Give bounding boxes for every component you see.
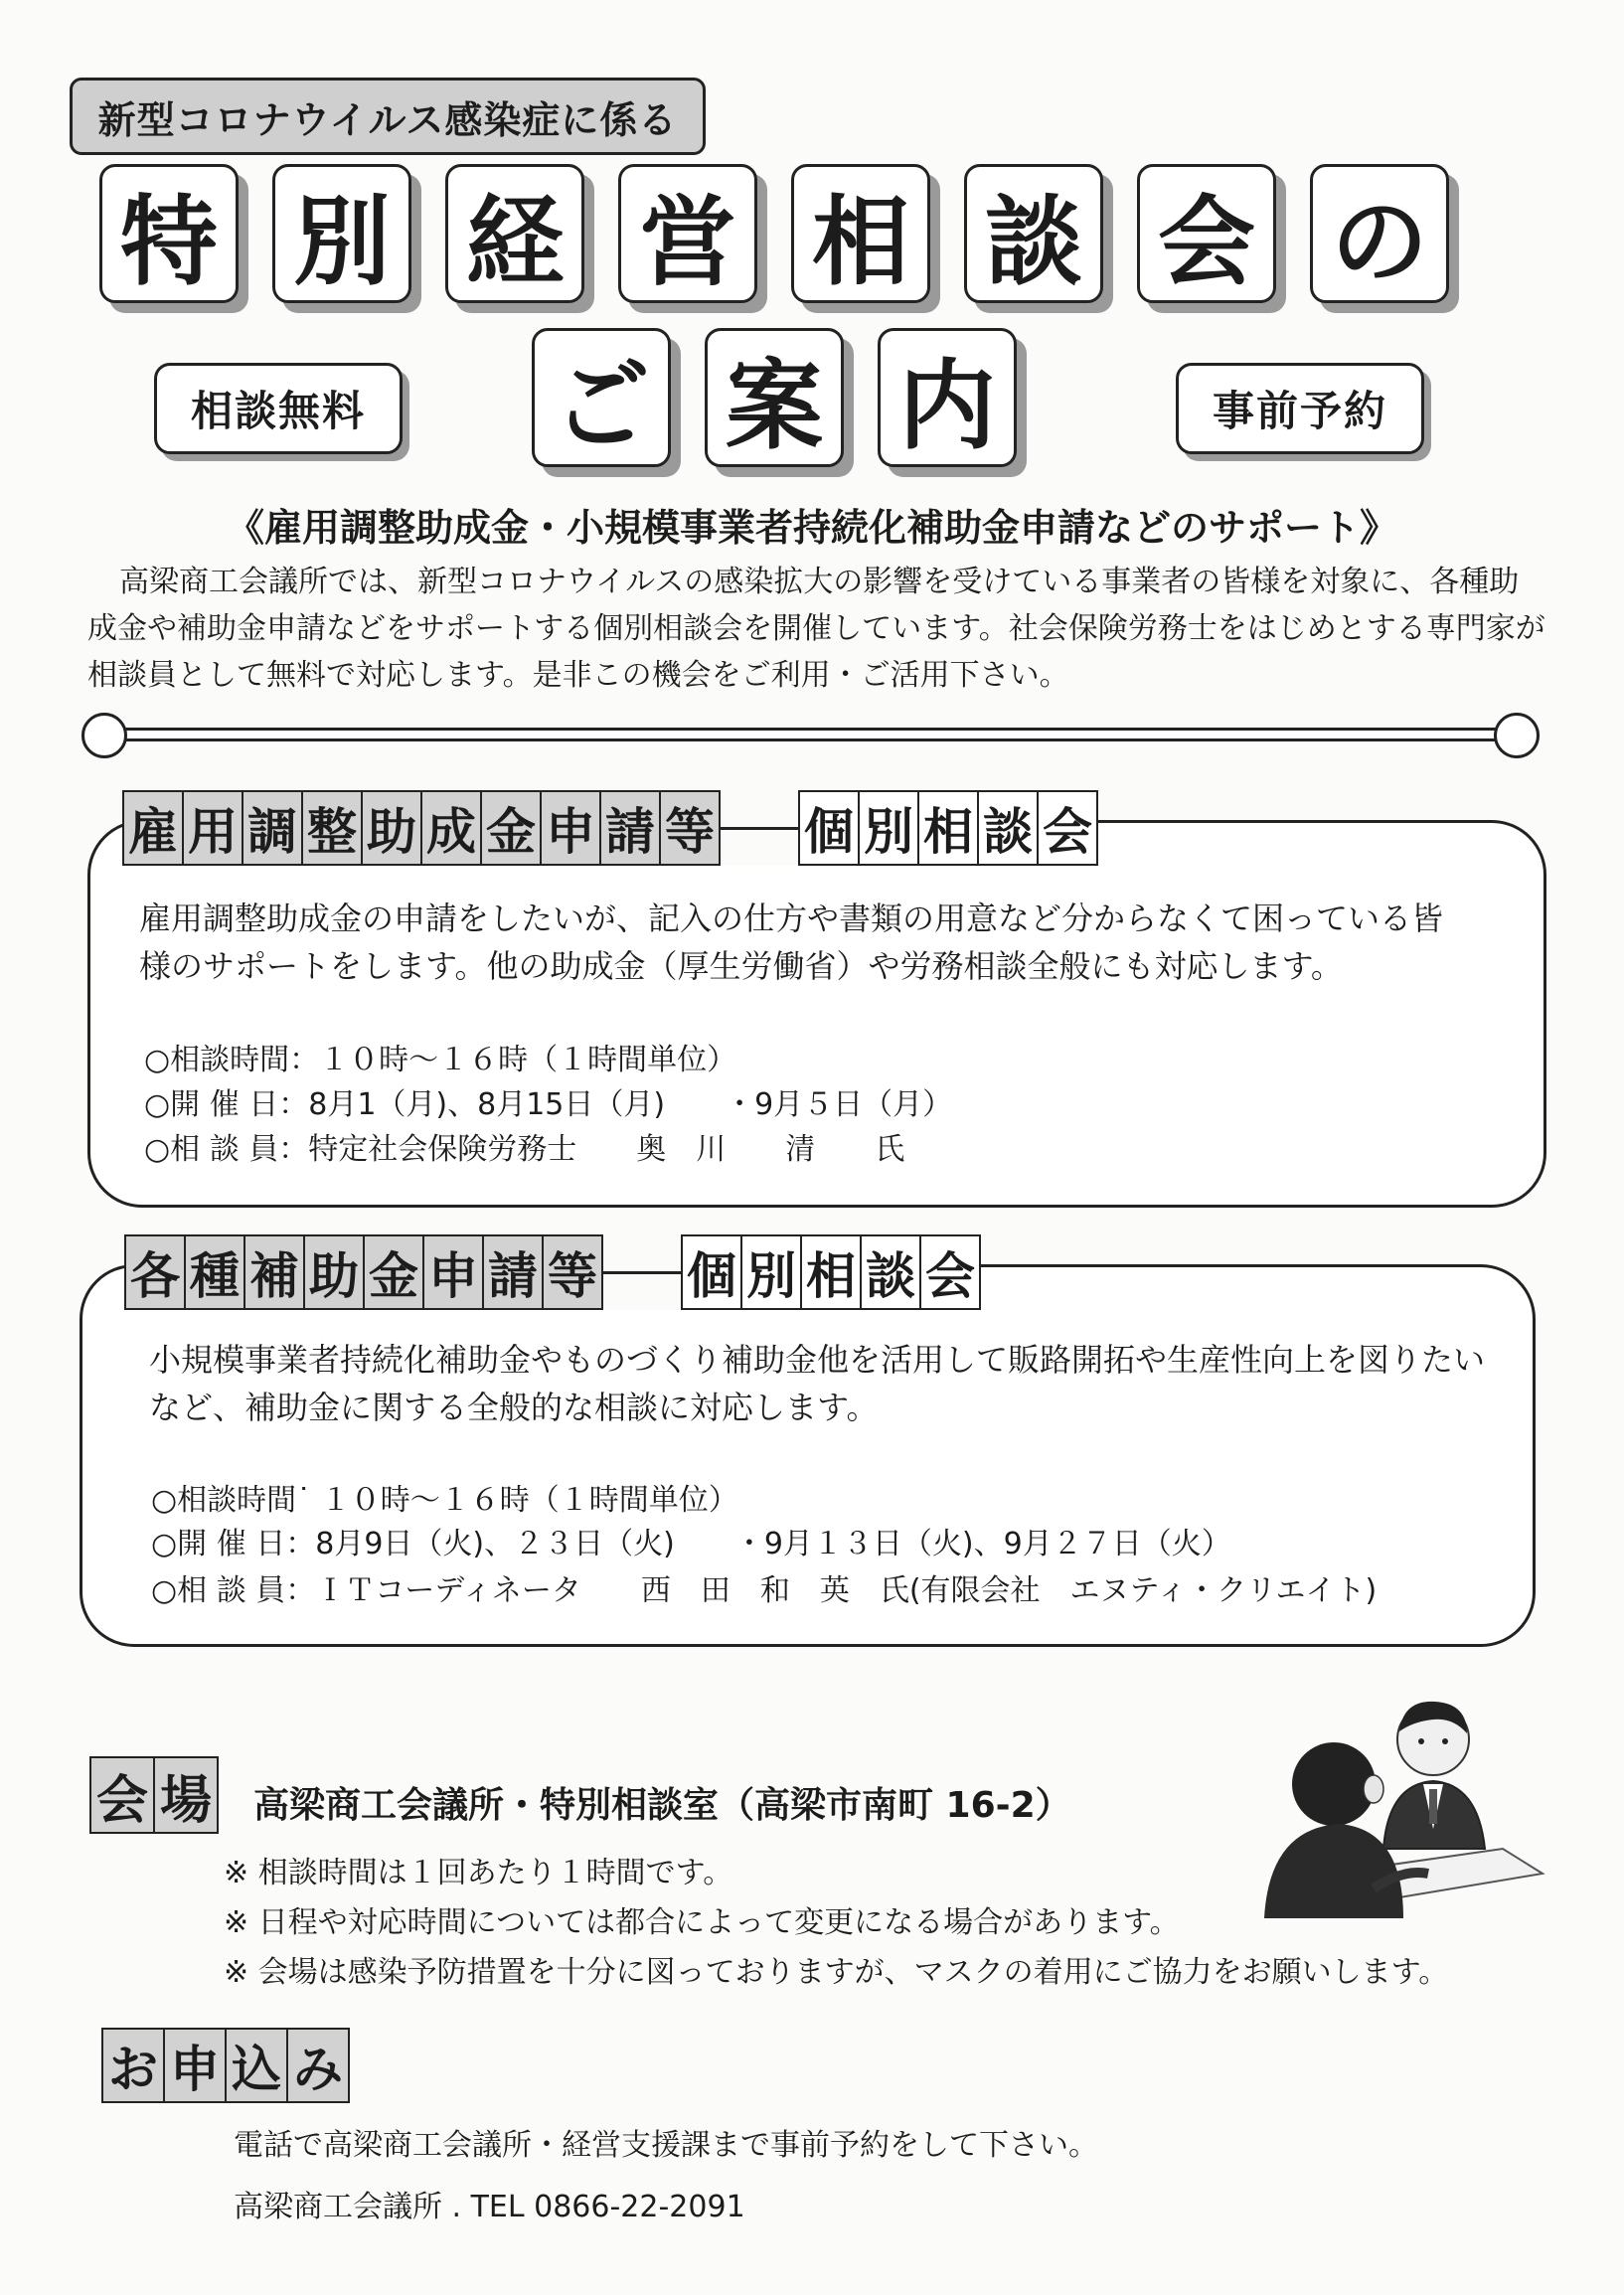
apply-label [101,2028,348,2103]
note-item: ※ 会場は感染予防措置を十分に図っておりますが、マスクの着用にご協力をお願いします。 [224,1955,1449,1990]
heading-char: 補 [244,1234,305,1310]
venue-label-char: 場 [153,1756,219,1834]
heading-char: 別 [740,1234,802,1310]
free-badge: 相談無料 [154,363,403,454]
heading-connector [601,1271,681,1274]
heading-char: 申 [540,790,601,866]
heading-char: 助 [303,1234,365,1310]
phone-number: 高梁商工会議所 . TEL 0866-22-2091 [234,2190,745,2224]
title-char: 別 [272,164,411,303]
heading-char: 相 [800,1234,862,1310]
heading-char: 金 [363,1234,424,1310]
title-char: の [1310,164,1449,303]
divider-circle-right [1494,713,1540,758]
section1-time: ○相談時間：１０時～１６時（１時間単位） [144,1043,737,1077]
heading-char: 個 [798,790,860,866]
title-row-2 [532,328,1017,467]
title-char: 経 [445,164,584,303]
heading-char: 請 [482,1234,544,1310]
heading-char: 等 [659,790,721,866]
apply-label-char: 申 [163,2028,227,2103]
heading-char: 請 [599,790,661,866]
note-item: ※ 日程や対応時間については都合によって変更になる場合があります。 [224,1905,1180,1940]
section1-dates: ○開 催 日：8月1（月)、8月15日（月) ・9月５日（月） [144,1087,953,1122]
heading-char: 等 [542,1234,603,1310]
apply-instructions: 電話で高梁商工会議所・経営支援課まで事前予約をして下さい。 [234,2128,1098,2163]
heading-char: 会 [1037,790,1098,866]
title-char: ご [532,328,671,467]
heading-char: 整 [301,790,363,866]
section1-staff: ○相 談 員：特定社会保険労務士 奥 川 清 氏 [144,1132,905,1167]
heading-char: 会 [919,1234,981,1310]
subtitle: 《雇用調整助成金・小規模事業者持続化補助金申請などのサポート》 [226,506,1397,550]
heading-char: 用 [182,790,244,866]
section2-time: ○相談時間˙ １０時～１６時（１時間単位） [151,1483,738,1518]
title-char: 営 [618,164,757,303]
section2-staff: ○相 談 員：ＩＴコーディネータ 西 田 和 英 氏(有限会社 エヌティ・クリエイト) [151,1573,1378,1608]
divider [124,728,1511,741]
note-item: ※ 相談時間は１回あたり１時間です。 [224,1856,733,1890]
top-tag: 新型コロナウイルス感染症に係る [70,78,706,155]
title-char: 特 [99,164,239,303]
heading-connector [719,827,798,830]
title-char: 会 [1137,164,1276,303]
apply-label-char: お [101,2028,165,2103]
heading-char: 申 [422,1234,484,1310]
title-char: 談 [964,164,1103,303]
section2-dates: ○開 催 日：8月9日（火)、２３日（火) ・9月１３日（火)、9月２７日（火） [151,1527,1231,1561]
section1-body: 雇用調整助成金の申請をしたいが、記入の仕方や書類の用意など分からなくて困っている皆様のサポートをします。他の助成金（厚生労働省）や労務相談全般にも対応します。 [139,900,1444,985]
heading-char: 談 [860,1234,921,1310]
section2-heading [124,1234,979,1310]
heading-char: 種 [184,1234,245,1310]
heading-char: 個 [681,1234,742,1310]
section1-heading [122,790,1096,866]
apply-label-char: 込 [225,2028,288,2103]
section2-body: 小規模事業者持続化補助金やものづくり補助金他を活用して販路開拓や生産性向上を図りたいなど、補助金に関する全般的な相談に対応します。 [149,1341,1486,1426]
consultation-illustration [1254,1690,1552,1948]
title-char: 内 [878,328,1017,467]
divider-circle-left [81,713,127,758]
title-row-1 [99,164,1449,303]
venue-label [89,1756,217,1834]
heading-char: 助 [361,790,422,866]
reservation-badge: 事前予約 [1176,363,1424,454]
heading-char: 各 [124,1234,186,1310]
heading-char: 金 [480,790,542,866]
heading-char: 相 [917,790,979,866]
heading-char: 雇 [122,790,184,866]
heading-char: 別 [858,790,919,866]
heading-char: 談 [977,790,1039,866]
apply-label-char: み [286,2028,350,2103]
venue-address: 高梁商工会議所・特別相談室（高梁市南町 16-2） [253,1785,1071,1826]
venue-label-char: 会 [89,1756,155,1834]
title-char: 相 [791,164,930,303]
intro-paragraph: 高梁商工会議所では、新型コロナウイルスの感染拡大の影響を受けている事業者の皆様を対象に、各種助成金や補助金申請などをサポートする個別相談会を開催しています。社会保険労務士をはじめとする専門家が相談員として無料で対応します。是非この機会をご利用・ご活用下さい。 [87,565,1545,693]
contact-info [234,2115,1098,2238]
title-char: 案 [705,328,844,467]
heading-char: 調 [242,790,303,866]
heading-char: 成 [420,790,482,866]
